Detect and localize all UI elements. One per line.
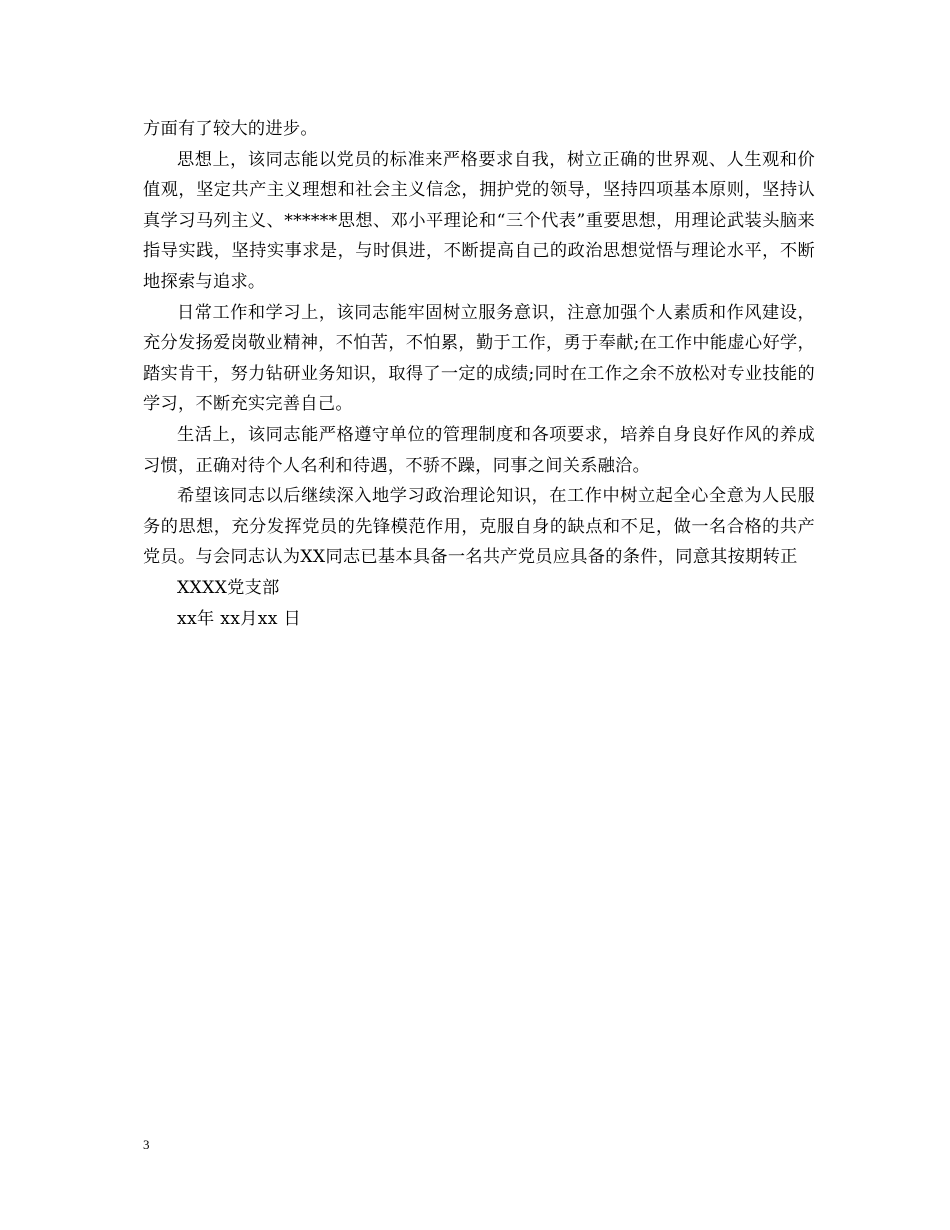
signature-org: XXXX党支部: [177, 577, 280, 598]
paragraph-work-study: 日常工作和学习上，该同志能牢固树立服务意识，注意加强个人素质和作风建设，充分发扬爱岗敬业精神，不怕苦，不怕累，勤于工作，勇于奉献;在工作中能虚心好学，踏实肯干，努力钻研业务知识，取得了一定的成绩;同时在工作之余不放松对专业技能的学习，不断充实完善自己。: [143, 302, 815, 415]
paragraph-conclusion: 希望该同志以后继续深入地学习政治理论知识，在工作中树立起全心全意为人民服务的思想，充分发挥党员的先锋模范作用，克服自身的缺点和不足，做一名合格的共产党员。与会同志认为XX同志已基本具备一名共产党员应具备的条件，同意其按期转正: [143, 486, 815, 568]
signature-date: xx年 xx月xx 日: [177, 608, 301, 629]
paragraph-life: 生活上，该同志能严格遵守单位的管理制度和各项要求，培养自身良好作风的养成习惯，正确对待个人名利和待遇，不骄不躁，同事之间关系融洽。: [143, 424, 815, 476]
page-number: 3: [143, 1137, 150, 1152]
document-body: [143, 114, 815, 634]
paragraph-ideology: 思想上，该同志能以党员的标准来严格要求自我，树立正确的世界观、人生观和价值观，坚定共产主义理想和社会主义信念，拥护党的领导，坚持四项基本原则，坚持认真学习马列主义、******思想、邓小平理论和“三个代表”重要思想，用理论武装头脑来指导实践，坚持实事求是，与时俱进，不断提高自己的政治思想觉悟与理论水平，不断地探索与追求。: [143, 149, 815, 292]
paragraph-continuation: 方面有了较大的进步。: [143, 119, 318, 139]
